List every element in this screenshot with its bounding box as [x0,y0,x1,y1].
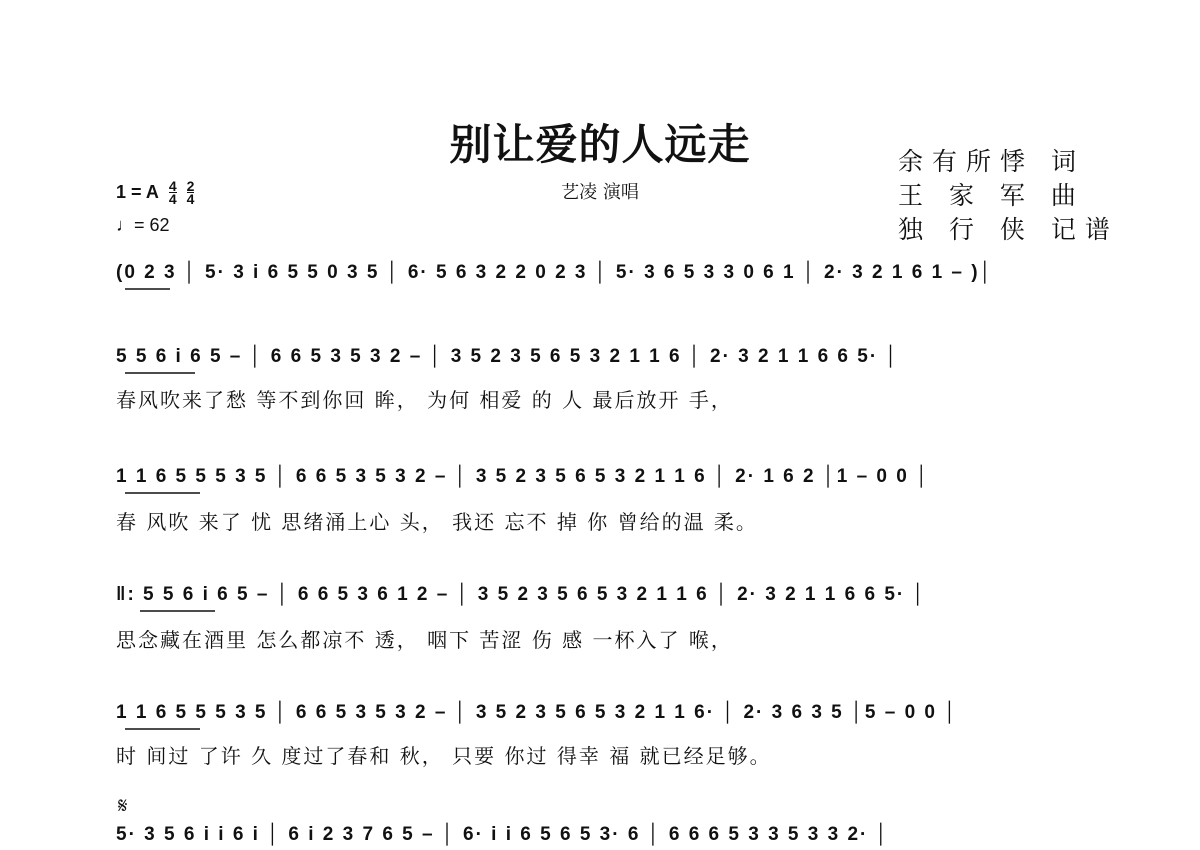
lyric-line-3: 春 风吹 来了 忧 思绪涌上心 头， 我还 忘不 掉 你 曾给的温 柔。 [116,510,758,534]
segno-sign: 𝄋 [118,794,128,819]
key-label: 1 = A [116,182,159,202]
singer-credit: 艺凌 演唱 [561,182,639,203]
notation-line-4: ‖: 5 5 6 i 6 5 – │ 6 6 5 3 6 1 2 – │ 3 5 2 3 5 6 5 3 2 1 1 6 │ 2· 3 2 1 1 6 6 5· │ [116,584,927,605]
transcriber-credit: 独 行 侠 记谱 [898,215,1119,244]
tempo-marking: ♩= 62 [116,215,170,235]
notation-line-1: (0 2 3 │ 5· 3 i 6 5 5 0 3 5 │ 6· 5 6 3 2 2 0 2 3 │ 5· 3 6 5 3 3 0 6 1 │ 2· 3 2 1 6 1 – )│ [116,262,994,283]
time-signature-1: $\frac{4}{4}$ [168,178,177,207]
time-signature-2: $\frac{2}{4}$ [186,178,195,207]
notation-line-2: 5 5 6 i 6 5 – │ 6 6 5 3 5 3 2 – │ 3 5 2 3 5 6 5 3 2 1 1 6 │ 2· 3 2 1 1 6 6 5· │ [116,346,900,367]
composer-credit: 王 家 军 曲 [898,181,1085,210]
lyric-line-4: 思念藏在酒里 怎么都凉不 透， 咽下 苦涩 伤 感 一杯入了 喉， [116,628,733,652]
lyric-line-5: 时 间过 了许 久 度过了春和 秋， 只要 你过 得幸 福 就已经足够。 [116,744,772,768]
lyric-line-2: 春风吹来了愁 等不到你回 眸， 为何 相爱 的 人 最后放开 手， [116,388,733,412]
notation-line-3: 1 1 6 5 5 5 3 5 │ 6 6 5 3 5 3 2 – │ 3 5 2 3 5 6 5 3 2 1 1 6 │ 2· 1 6 2 │1 – 0 0 │ [116,466,930,487]
notation-line-6: 5· 3 5 6 i i 6 i │ 6 i 2 3 7 6 5 – │ 6· i i 6 5 6 5 3· 6 │ 6 6 6 5 3 3 5 3 3 2· │ [116,824,890,845]
song-title: 别让爱的人远走 [449,120,751,169]
notation-line-5: 1 1 6 5 5 5 3 5 │ 6 6 5 3 5 3 2 – │ 3 5 2 3 5 6 5 3 2 1 1 6· │ 2· 3 6 3 5 │5 – 0 0 │ [116,702,959,723]
lyricist-credit: 余有所悸 词 [898,147,1085,176]
